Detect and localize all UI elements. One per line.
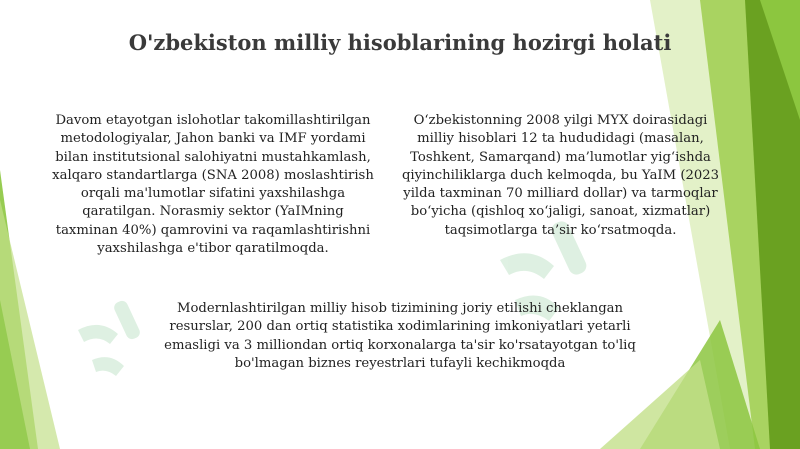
paragraph-right: O‘zbekistonning 2008 yilgi MYX doirasidagi milliy hisoblari 12 ta hududidagi (masalan, Toshkent, Samarqand) ma’lumotlar yig‘ishda qiyinchiliklarga duch kelmoqda, bu YaIM (2023 yilda taxminan 70 milliard dollar) va tarmoqlar bo‘yicha (qishloq xo‘jaligi, sanoat, xizmatlar) taqsimotlarga ta’sir ko‘rsatmoqda. [401,113,720,238]
bottom-right-green-wedge-light [600,360,720,449]
paragraph-left: Davom etayotgan islohotlar takomillashtirilgan metodologiyalar, Jahon banki va IMF yordami bilan institutsional salohiyatni mustahkamlash, xalqaro standartlarga (SNA 2008) moslashtirish orqali ma'lumotlar sifatini yaxshilashga qaratilgan. Norasmiy sektor (YaIMning taxminan 40%) qamrovini va raqamlashtirishni yaxshilashga e'tibor qaratilmoqda. [52,113,374,257]
slide-title: O'zbekiston milliy hisoblarining hozirgi holati [128,30,672,55]
watermark-left [78,299,142,376]
paragraph-bottom: Modernlashtirilgan milliy hisob tizimining joriy etilishi cheklangan resurslar, 200 dan ortiq statistika xodimlarining imkoniyatlari yetarli emasligi va 3 milliondan ortiq korxonalarga ta'sir ko'rsatayotgan to'liq bo'lmagan biznes reyestrlari tufayli kechikmoqda [164,301,636,371]
